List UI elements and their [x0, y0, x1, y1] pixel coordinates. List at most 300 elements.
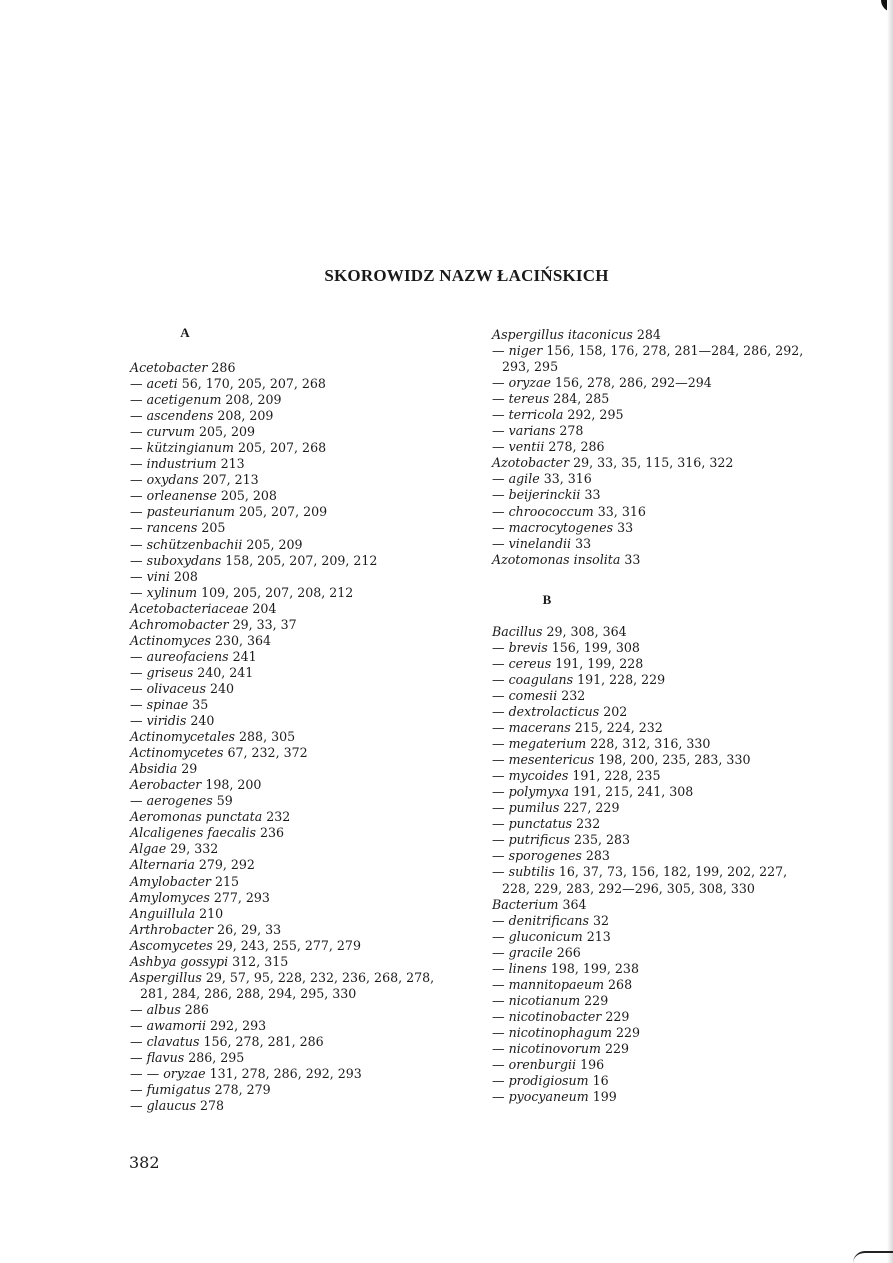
index-entry [492, 504, 807, 520]
index-group-a-continued [492, 327, 807, 568]
entry-latin-name: Azotobacter [492, 455, 570, 471]
index-entry [492, 407, 807, 423]
entry-latin-name: Bacillus [492, 623, 543, 639]
entry-latin-name: Actinomycetes [130, 745, 224, 761]
entry-page-refs: 16 [592, 1073, 609, 1089]
entry-latin-name: fumigatus [146, 1082, 211, 1098]
entry-dash: — [130, 1033, 143, 1049]
index-entry [492, 768, 807, 784]
index-entry [492, 1025, 807, 1041]
entry-latin-name: macerans [508, 720, 571, 736]
entry-dash: — [130, 552, 143, 568]
index-entry [492, 391, 807, 407]
entry-dash: — [492, 519, 505, 535]
entry-page-refs: 279, 292 [198, 857, 255, 873]
index-entry [130, 617, 445, 633]
entry-dash: — [492, 1073, 505, 1089]
index-entry [492, 656, 807, 672]
entry-latin-name: aceti [146, 376, 178, 392]
entry-page-refs: 232 [561, 687, 586, 703]
entry-dash: — [492, 976, 505, 992]
entry-page-refs: 35 [192, 696, 209, 712]
entry-page-refs: 205, 207, 268 [237, 440, 327, 456]
entry-dash: — [130, 696, 143, 712]
entry-latin-name: pumilus [508, 800, 560, 816]
entry-latin-name: terricola [508, 407, 564, 423]
entry-latin-name: Aeromonas punctata [130, 809, 263, 825]
index-entry [492, 752, 807, 768]
entry-page-refs: 232 [576, 816, 601, 832]
entry-dash: — [492, 944, 505, 960]
index-entry [130, 537, 445, 553]
entry-latin-name: putrificus [508, 832, 570, 848]
index-entry [130, 1066, 445, 1082]
index-entry [492, 897, 807, 913]
entry-dash: — [492, 1008, 505, 1024]
entry-dash: — [492, 864, 505, 880]
index-entry [130, 376, 445, 392]
entry-page-refs: 284 [636, 327, 661, 342]
entry-dash: — [492, 407, 505, 423]
entry-latin-name: schützenbachii [146, 536, 243, 552]
entry-latin-name: aerogenes [146, 793, 213, 809]
entry-dash: — [492, 752, 505, 768]
entry-page-refs: 288, 305 [239, 729, 296, 745]
index-entry [492, 1057, 807, 1073]
entry-page-refs: 213 [220, 456, 245, 472]
entry-dash: — [130, 536, 143, 552]
entry-latin-name: macrocytogenes [508, 519, 614, 535]
entry-page-refs: 191, 228, 229 [577, 671, 666, 687]
entry-dash: — [492, 912, 505, 928]
entry-page-refs: 26, 29, 33 [217, 921, 282, 937]
entry-latin-name: Achromobacter [130, 616, 229, 632]
entry-latin-name: agile [508, 471, 540, 487]
index-entry [130, 601, 445, 617]
index-entry [130, 504, 445, 520]
entry-latin-name: polymyxa [508, 784, 570, 800]
index-entry [492, 552, 807, 568]
index-entry [130, 569, 445, 585]
entry-page-refs: 191, 215, 241, 308 [573, 784, 694, 800]
entry-page-refs: 156, 278, 286, 292—294 [554, 375, 712, 391]
index-entry [130, 729, 445, 745]
entry-dash: — [492, 720, 505, 736]
entry-page-refs: 240, 241 [197, 664, 254, 680]
entry-dash: — [130, 793, 143, 809]
entry-latin-name: griseus [146, 664, 194, 680]
entry-latin-name: chroococcum [508, 503, 594, 519]
entry-page-refs: 284, 285 [553, 391, 610, 407]
index-entry [130, 472, 445, 488]
entry-latin-name: Alcaligenes faecalis [130, 825, 256, 841]
entry-dash: — [130, 1098, 143, 1114]
entry-latin-name: cereus [508, 655, 552, 671]
index-entry [130, 1098, 445, 1114]
entry-page-refs: 156, 278, 281, 286 [203, 1033, 324, 1049]
entry-page-refs: 156, 158, 176, 278, 281—284, 286, 292, 293, 295 [502, 343, 804, 375]
entry-latin-name: Arthrobacter [130, 921, 214, 937]
index-entry [130, 777, 445, 793]
entry-latin-name: tereus [508, 391, 550, 407]
index-entry [492, 471, 807, 487]
entry-page-refs: 215 [214, 873, 239, 889]
entry-dash: — [492, 343, 505, 359]
entry-latin-name: awamorii [146, 1017, 207, 1033]
entry-page-refs: 235, 283 [573, 832, 631, 848]
entry-page-refs: 232 [266, 809, 291, 825]
entry-page-refs: 278 [559, 423, 584, 439]
index-entry [492, 784, 807, 800]
index-entry [492, 640, 807, 656]
entry-page-refs: 29 [181, 761, 198, 777]
entry-dash: — [492, 1040, 505, 1056]
index-entry [130, 585, 445, 601]
index-entry [130, 456, 445, 472]
index-entry [492, 672, 807, 688]
entry-page-refs: 33 [575, 535, 592, 551]
index-entry [130, 922, 445, 938]
entry-dash: — [492, 784, 505, 800]
entry-dash: — [130, 456, 143, 472]
entry-dash: — [492, 960, 505, 976]
index-entry [130, 1002, 445, 1018]
entry-page-refs: 205 [201, 520, 226, 536]
entry-dash: — [492, 503, 505, 519]
entry-latin-name: viridis [146, 713, 187, 729]
entry-page-refs: 191, 199, 228 [555, 655, 644, 671]
entry-dash: — [492, 1024, 505, 1040]
entry-latin-name: brevis [508, 639, 548, 655]
entry-page-refs: 158, 205, 207, 209, 212 [225, 552, 378, 568]
entry-page-refs: 191, 228, 235 [572, 768, 661, 784]
entry-latin-name: mannitopaeum [508, 976, 605, 992]
entry-latin-name: dextrolacticus [508, 703, 600, 719]
entry-dash: — [130, 376, 143, 392]
entry-page-refs: 16, 37, 73, 156, 182, 199, 202, 227, 228, 229, 283, 292—296, 305, 308, 330 [502, 864, 788, 896]
entry-latin-name: ventii [508, 439, 545, 455]
entry-latin-name: xylinum [146, 584, 198, 600]
entry-page-refs: 33, 316 [597, 503, 646, 519]
entry-page-refs: 131, 278, 286, 292, 293 [209, 1066, 362, 1082]
entry-latin-name: Aerobacter [130, 777, 202, 793]
entry-latin-name: clavatus [146, 1033, 200, 1049]
entry-latin-name: mesentericus [508, 752, 595, 768]
entry-dash: — [492, 471, 505, 487]
entry-dash: — [492, 800, 505, 816]
entry-page-refs: 109, 205, 207, 208, 212 [201, 584, 354, 600]
entry-dash: — [492, 832, 505, 848]
entry-latin-name: linens [508, 960, 547, 976]
entry-latin-name: rancens [146, 520, 198, 536]
entry-latin-name: beijerinckii [508, 487, 581, 503]
entry-latin-name: acetigenum [146, 392, 222, 408]
entry-latin-name: suboxydans [146, 552, 222, 568]
entry-page-refs: 292, 295 [567, 407, 624, 423]
entry-page-refs: 210 [199, 905, 224, 921]
index-entry [130, 761, 445, 777]
entry-dash: — [492, 736, 505, 752]
entry-dash: — [130, 584, 143, 600]
entry-dash: — [492, 768, 505, 784]
entry-latin-name: flavus [146, 1050, 185, 1066]
index-entry [492, 720, 807, 736]
entry-latin-name: Azotomonas insolita [492, 551, 621, 567]
index-entry [130, 633, 445, 649]
index-entry [492, 832, 807, 848]
entry-page-refs: 33, 316 [543, 471, 592, 487]
index-entry [130, 713, 445, 729]
entry-dash: — [130, 472, 143, 488]
entry-page-refs: 286 [184, 1001, 209, 1017]
entry-latin-name: Ashbya gossypi [130, 953, 229, 969]
entry-dash: — [492, 703, 505, 719]
entry-latin-name: Actinomyces [130, 632, 211, 648]
entry-latin-name: prodigiosum [508, 1073, 589, 1089]
entry-latin-name: niger [508, 343, 543, 359]
index-entry [130, 890, 445, 906]
entry-latin-name: Bacterium [492, 896, 559, 912]
entry-latin-name: subtilis [508, 864, 555, 880]
entry-dash: — [492, 816, 505, 832]
index-entry [492, 536, 807, 552]
entry-page-refs: 196 [580, 1057, 605, 1073]
entry-dash: — [130, 1082, 143, 1098]
index-entry [492, 688, 807, 704]
entry-latin-name: Algae [130, 841, 167, 857]
entry-latin-name: nicotianum [508, 992, 581, 1008]
entry-page-refs: 215, 224, 232 [574, 720, 663, 736]
entry-page-refs: 278, 279 [214, 1082, 271, 1098]
index-entry [130, 1018, 445, 1034]
entry-page-refs: 205, 208 [220, 488, 277, 504]
entry-page-refs: 198, 200, 235, 283, 330 [598, 752, 751, 768]
entry-latin-name: vini [146, 568, 170, 584]
entry-page-refs: 278 [199, 1098, 225, 1114]
index-entry [492, 816, 807, 832]
entry-page-refs: 29, 33, 35, 115, 316, 322 [573, 455, 734, 471]
entry-dash: — [492, 1089, 505, 1105]
index-entry [130, 825, 445, 841]
entry-latin-name: pasteurianum [146, 504, 235, 520]
index-entry [492, 1089, 807, 1105]
entry-dash: — [130, 1050, 143, 1066]
entry-dash: — [492, 928, 505, 944]
entry-page-refs: 202 [603, 703, 628, 719]
entry-dash: — [492, 535, 505, 551]
entry-page-refs: 240 [190, 713, 215, 729]
entry-page-refs: 278, 286 [548, 439, 605, 455]
entry-dash: — [130, 568, 143, 584]
index-entry [130, 857, 445, 873]
entry-dash: — [130, 408, 143, 424]
entry-page-refs: 266 [556, 944, 581, 960]
entry-latin-name: nicotinobacter [508, 1008, 602, 1024]
entry-page-refs: 229 [604, 1040, 629, 1056]
entry-latin-name: megaterium [508, 736, 587, 752]
index-entry [130, 745, 445, 761]
index-entry [130, 841, 445, 857]
index-entry [130, 424, 445, 440]
entry-dash: — [492, 687, 505, 703]
index-entry [492, 961, 807, 977]
entry-dash: — [130, 1017, 143, 1033]
entry-page-refs: 205, 207, 209 [239, 504, 328, 520]
index-entry [492, 864, 807, 896]
section-heading-b: B [542, 591, 552, 607]
entry-page-refs: 283 [585, 848, 610, 864]
entry-page-refs: 204 [252, 600, 277, 616]
index-entry [492, 736, 807, 752]
entry-dash: — [130, 680, 143, 696]
entry-page-refs: 205, 209 [198, 424, 256, 440]
index-entry [492, 704, 807, 720]
entry-page-refs: 230, 364 [214, 632, 272, 648]
entry-latin-name: Amylobacter [130, 873, 211, 889]
page-number: 382 [129, 1153, 160, 1172]
entry-dash: — [130, 440, 143, 456]
entry-page-refs: 227, 229 [563, 800, 620, 816]
index-entry [130, 697, 445, 713]
entry-dash: — [130, 424, 143, 440]
entry-latin-name: Acetobacter [130, 360, 208, 375]
entry-dash: — [130, 488, 143, 504]
index-entry [130, 809, 445, 825]
entry-latin-name: nicotinovorum [508, 1040, 601, 1056]
entry-latin-name: pyocyaneum [508, 1089, 589, 1105]
entry-page-refs: 207, 213 [202, 472, 259, 488]
entry-latin-name: ascendens [146, 408, 214, 424]
page-edge-shadow [887, 0, 893, 1263]
index-entry [492, 624, 807, 640]
entry-latin-name: sporogenes [508, 848, 582, 864]
entry-dash: — [492, 439, 505, 455]
entry-latin-name: comesii [508, 687, 558, 703]
entry-page-refs: 198, 200 [205, 777, 262, 793]
entry-latin-name: Aspergillus [130, 969, 202, 985]
entry-dash: — [492, 655, 505, 671]
entry-latin-name: vinelandii [508, 535, 572, 551]
index-entry [492, 423, 807, 439]
entry-latin-name: oryzae [163, 1066, 206, 1082]
index-entry [130, 938, 445, 954]
entry-latin-name: Absidia [130, 761, 178, 777]
index-entry [130, 665, 445, 681]
index-entry [130, 1050, 445, 1066]
index-entry [492, 848, 807, 864]
entry-page-refs: 292, 293 [210, 1017, 267, 1033]
entry-page-refs: 208 [173, 568, 198, 584]
entry-page-refs: 229 [605, 1008, 630, 1024]
entry-latin-name: Acetobacteriaceae [130, 600, 249, 616]
entry-latin-name: gracile [508, 944, 553, 960]
entry-dash: — [492, 671, 505, 687]
index-entry [130, 408, 445, 424]
entry-latin-name: oryzae [508, 375, 551, 391]
index-entry [130, 970, 445, 1002]
entry-dash: — [130, 713, 143, 729]
index-entry [492, 913, 807, 929]
entry-page-refs: 29, 332 [170, 841, 219, 857]
index-entry [130, 906, 445, 922]
index-entry [130, 874, 445, 890]
index-entry [492, 520, 807, 536]
entry-latin-name: mycoides [508, 768, 569, 784]
entry-dash: — [492, 375, 505, 391]
entry-dash: — [492, 992, 505, 1008]
entry-latin-name: albus [146, 1001, 181, 1017]
index-entry [130, 954, 445, 970]
entry-dash: — [492, 639, 505, 655]
entry-page-refs: 208, 209 [217, 408, 274, 424]
entry-latin-name: olivaceus [146, 680, 206, 696]
entry-latin-name: orenburgii [508, 1057, 577, 1073]
index-entry [130, 520, 445, 536]
entry-page-refs: 277, 293 [213, 889, 270, 905]
index-entry [492, 945, 807, 961]
entry-latin-name: Ascomycetes [130, 937, 213, 953]
entry-page-refs: 59 [216, 793, 233, 809]
entry-page-refs: 286 [211, 360, 236, 375]
entry-page-refs: 268 [608, 976, 633, 992]
entry-latin-name: aureofaciens [146, 648, 229, 664]
entry-page-refs: 229 [615, 1024, 641, 1040]
entry-dash: — [130, 664, 143, 680]
entry-page-refs: 228, 312, 316, 330 [590, 736, 711, 752]
index-entry [130, 681, 445, 697]
entry-dash: — [492, 848, 505, 864]
entry-page-refs: 236 [260, 825, 285, 841]
entry-page-refs: 199 [592, 1089, 617, 1105]
entry-dash: — [492, 423, 505, 439]
entry-latin-name: denitrificans [508, 912, 589, 928]
index-entry [130, 440, 445, 456]
entry-page-refs: 286, 295 [188, 1050, 245, 1066]
index-entry [492, 800, 807, 816]
entry-latin-name: glaucus [146, 1098, 196, 1114]
entry-page-refs: 33 [624, 551, 641, 567]
index-entry [492, 487, 807, 503]
index-entry [492, 439, 807, 455]
entry-page-refs: 67, 232, 372 [227, 745, 308, 761]
entry-dash: — [130, 1001, 143, 1017]
entry-latin-name: Actinomycetales [130, 729, 236, 745]
entry-latin-name: punctatus [508, 816, 573, 832]
page-corner-curl [853, 1251, 893, 1263]
entry-page-refs: 29, 243, 255, 277, 279 [216, 937, 361, 953]
index-entry [492, 375, 807, 391]
entry-page-refs: 32 [592, 912, 609, 928]
entry-page-refs: 29, 308, 364 [546, 623, 627, 639]
index-group-b [492, 624, 807, 1105]
index-entry [130, 793, 445, 809]
index-entry [130, 488, 445, 504]
index-entry [492, 1041, 807, 1057]
entry-page-refs: 229 [584, 992, 609, 1008]
entry-latin-name: nicotinophagum [508, 1024, 612, 1040]
entry-latin-name: Alternaria [130, 857, 195, 873]
section-heading-a: A [180, 325, 190, 340]
entry-latin-name: industrium [146, 456, 217, 472]
entry-page-refs: 364 [562, 896, 587, 912]
index-entry [492, 1009, 807, 1025]
entry-page-refs: 312, 315 [232, 953, 289, 969]
index-entry [130, 360, 445, 376]
index-entry [492, 977, 807, 993]
entry-latin-name: Aspergillus itaconicus [492, 327, 633, 342]
index-column-left [130, 360, 445, 1114]
index-entry [492, 929, 807, 945]
